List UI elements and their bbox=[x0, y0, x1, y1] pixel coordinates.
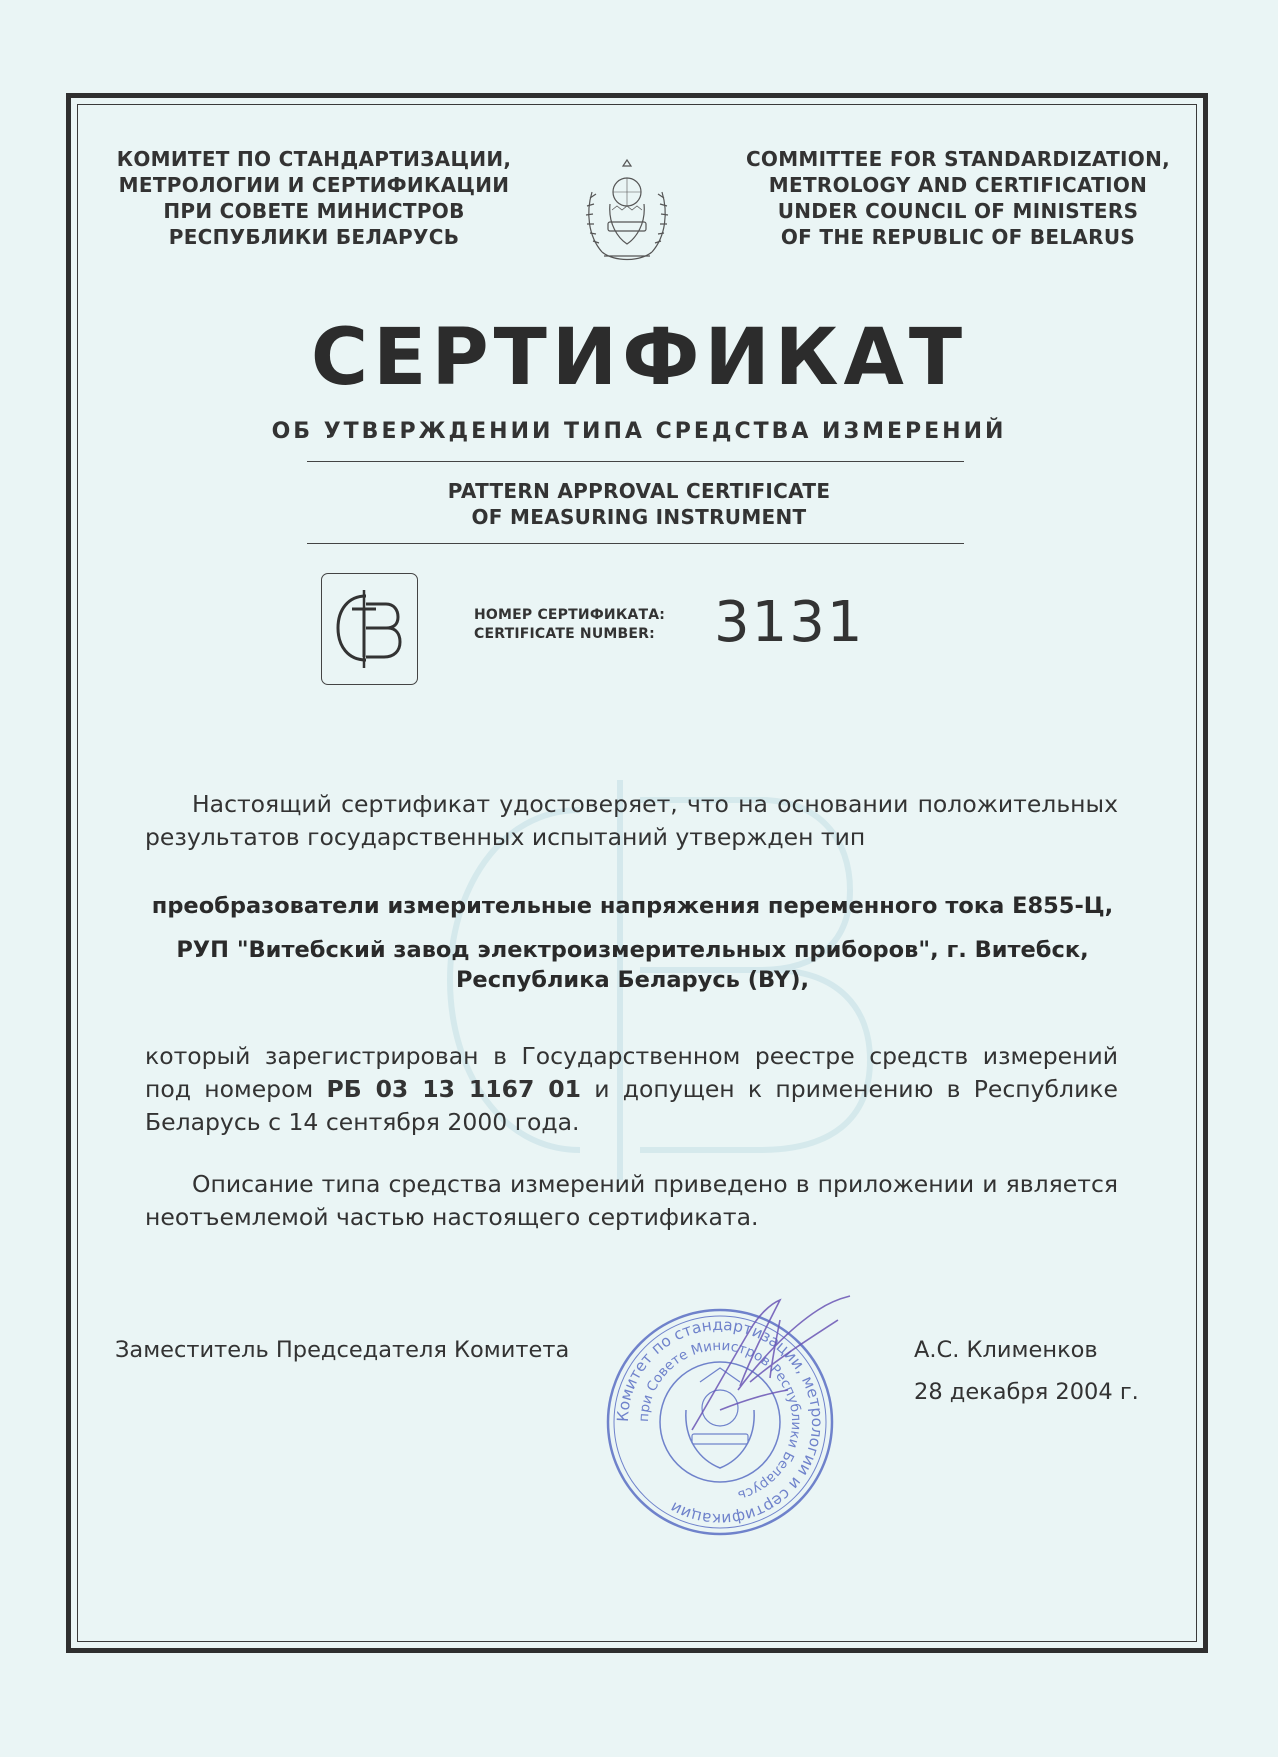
stb-logo-graphic bbox=[322, 574, 416, 683]
header-ru-line: ПРИ СОВЕТЕ МИНИСТРОВ bbox=[163, 199, 465, 223]
subtitle-en-line: OF MEASURING INSTRUMENT bbox=[471, 505, 807, 529]
certificate-number-label-ru: НОМЕР СЕРТИФИКАТА: bbox=[474, 607, 666, 623]
registration-text: который зарегистрирован в Государственном реестре средств измерений под номером bbox=[145, 1042, 1118, 1103]
document-subtitle-ru: ОБ УТВЕРЖДЕНИИ ТИПА СРЕДСТВА ИЗМЕРЕНИЙ bbox=[271, 419, 1007, 444]
coat-of-arms-icon bbox=[572, 152, 682, 272]
document-title: СЕРТИФИКАТ bbox=[310, 313, 968, 403]
manufacturer-line: РУП "Витебский завод электроизмерительных приборов", г. Витебск, bbox=[176, 937, 1089, 963]
issue-date: 28 декабря 2004 г. bbox=[914, 1379, 1139, 1405]
header-ru-line: КОМИТЕТ ПО СТАНДАРТИЗАЦИИ, bbox=[116, 147, 512, 171]
header-en-line: OF THE REPUBLIC OF BELARUS bbox=[780, 225, 1136, 249]
intro-paragraph: Настоящий сертификат удостоверяет, что на основании положительных результатов государственных испытаний утвержден тип bbox=[145, 790, 1118, 851]
subtitle-en-line: PATTERN APPROVAL CERTIFICATE bbox=[447, 479, 831, 503]
header-en-line: METROLOGY AND CERTIFICATION bbox=[768, 173, 1148, 197]
signatory-name: А.С. Клименков bbox=[914, 1337, 1098, 1363]
stb-logo-icon bbox=[321, 573, 418, 685]
instrument-name: преобразователи измерительные напряжения переменного тока Е855-Ц, bbox=[151, 893, 1114, 919]
certificate-number-label-en: CERTIFICATE NUMBER: bbox=[474, 626, 655, 642]
header-ru-line: РЕСПУБЛИКИ БЕЛАРУСЬ bbox=[168, 225, 460, 249]
stamp-inner-text: при Совете Министров Республики Беларусь bbox=[635, 1337, 805, 1504]
signature-icon bbox=[680, 1290, 860, 1440]
header-issuer-ru bbox=[108, 146, 520, 250]
description-paragraph: Описание типа средства измерений приведено в приложении и является неотъемлемой частью настоящего сертификата. bbox=[145, 1170, 1118, 1231]
signatory-position: Заместитель Председателя Комитета bbox=[115, 1337, 570, 1363]
stamp-outer-text: Комитет по стандартизации, метрологии и сертификации bbox=[613, 1315, 827, 1529]
header-ru-line: МЕТРОЛОГИИ И СЕРТИФИКАЦИИ bbox=[118, 173, 510, 197]
registration-text-end: и допущен к применению в Республике Беларусь с 14 сентября 2000 года. bbox=[145, 1075, 1118, 1136]
manufacturer-country: Республика Беларусь (BY), bbox=[455, 967, 810, 993]
registration-paragraph bbox=[145, 1040, 1118, 1139]
header-en-line: COMMITTEE FOR STANDARDIZATION, bbox=[745, 147, 1171, 171]
divider bbox=[307, 461, 964, 462]
divider bbox=[307, 543, 964, 544]
header-issuer-en bbox=[738, 146, 1178, 250]
document-subtitle-en bbox=[0, 478, 1278, 530]
header-en-line: UNDER COUNCIL OF MINISTERS bbox=[777, 199, 1139, 223]
registration-number: РБ 03 13 1167 01 bbox=[326, 1075, 582, 1103]
certificate-number: 3131 bbox=[714, 590, 865, 655]
certificate-number-labels bbox=[474, 606, 665, 644]
